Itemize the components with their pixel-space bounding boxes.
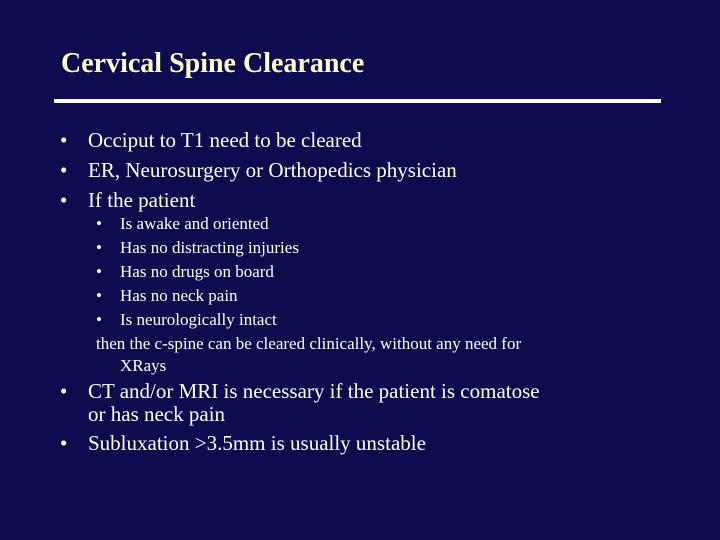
sub-continuation-line2: XRays: [120, 356, 167, 375]
bullet-text: Subluxation >3.5mm is usually unstable: [88, 431, 426, 455]
bullet-text: ER, Neurosurgery or Orthopedics physician: [88, 158, 457, 182]
sub-continuation-line1: then the c-spine can be cleared clinically, without any need for: [96, 334, 522, 353]
bullet-marker: •: [96, 310, 102, 329]
bullet-text: If the patient: [88, 188, 196, 212]
slide-title: Cervical Spine Clearance: [61, 48, 365, 79]
sub-bullet-text: Is neurologically intact: [120, 310, 277, 329]
bullet-marker: •: [96, 238, 102, 257]
sub-continuation-wrap: [120, 354, 166, 378]
bullet-text: Occiput to T1 need to be cleared: [88, 128, 362, 152]
bullet-text-wrap: or has neck pain: [88, 402, 226, 426]
bullet-marker: •: [60, 128, 68, 152]
bullet-marker: •: [60, 158, 68, 182]
bullet-marker: •: [96, 214, 102, 233]
bullet-marker: •: [60, 379, 68, 403]
list-item-wrap: [88, 399, 225, 429]
bullet-marker: •: [96, 262, 102, 281]
bullet-marker: •: [60, 188, 68, 212]
sub-bullet-text: Has no neck pain: [120, 286, 238, 305]
bullet-marker: •: [60, 431, 68, 455]
sub-continuation: [96, 332, 521, 356]
sub-bullet-text: Has no distracting injuries: [120, 238, 299, 257]
sub-bullet-text: Has no drugs on board: [120, 262, 274, 281]
bullet-text: CT and/or MRI is necessary if the patient is comatose: [88, 379, 540, 403]
bullet-marker: •: [96, 286, 102, 305]
sub-bullet-text: Is awake and oriented: [120, 214, 269, 233]
